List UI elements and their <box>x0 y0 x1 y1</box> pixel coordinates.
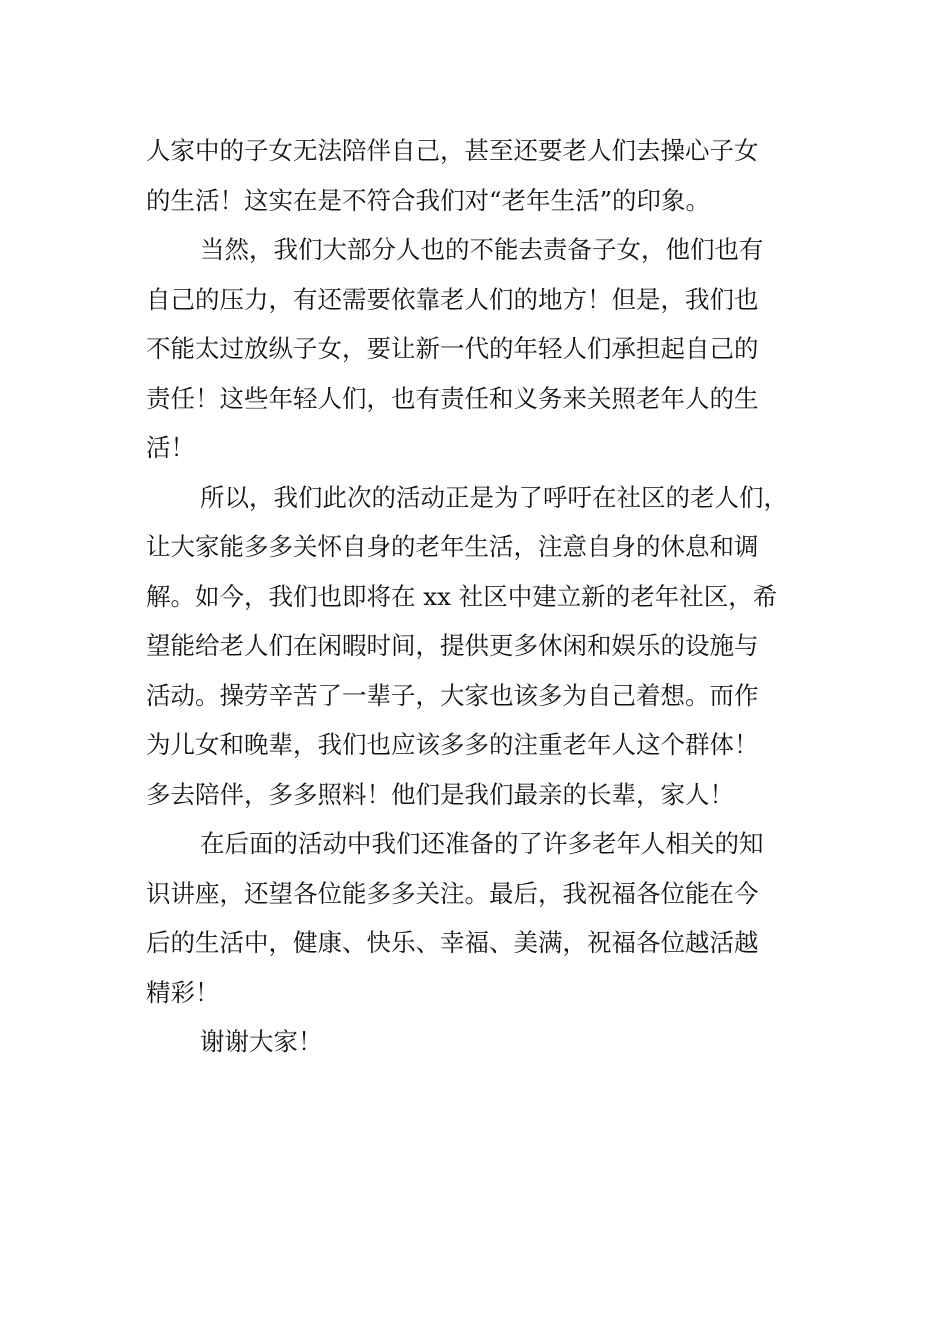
text-line: 活！ <box>146 433 195 462</box>
text-line: 精彩！ <box>146 977 220 1007</box>
closing-line: 谢谢大家！ <box>200 1027 323 1056</box>
paragraph-first-line: 在后面的活动中我们还准备的了许多老年人相关的知 <box>200 829 764 858</box>
text-line: 解。如今，我们也即将在 xx 社区中建立新的老年社区，希 <box>146 581 778 611</box>
text-line: 不能太过放纵子女，要让新一代的年轻人们承担起自己的 <box>146 334 759 363</box>
text-line: 活动。操劳辛苦了一辈子，大家也该多为自己着想。而作 <box>146 680 759 710</box>
paragraph-first-line: 当然，我们大部分人也的不能去责备子女，他们也有 <box>200 235 764 264</box>
text-line: 的生活！这实在是不符合我们对“老年生活”的印象。 <box>146 185 711 215</box>
text-line: 自己的压力，有还需要依靠老人们的地方！但是，我们也 <box>146 284 759 314</box>
text-line: 人家中的子女无法陪伴自己，甚至还要老人们去操心子女 <box>146 136 759 165</box>
text-line: 后的生活中，健康、快乐、幸福、美满，祝福各位越活越 <box>146 928 759 957</box>
text-line: 识讲座，还望各位能多多关注。最后，我祝福各位能在今 <box>146 878 759 908</box>
text-line: 为儿女和晚辈，我们也应该多多的注重老年人这个群体！ <box>146 730 759 759</box>
text-line: 让大家能多多关怀自身的老年生活，注意自身的休息和调 <box>146 532 759 561</box>
document-body <box>146 126 826 1067</box>
text-line: 责任！这些年轻人们，也有责任和义务来关照老年人的生 <box>146 383 759 413</box>
paragraph-first-line: 所以，我们此次的活动正是为了呼吁在社区的老人们， <box>200 482 788 512</box>
text-line: 多去陪伴，多多照料！他们是我们最亲的长辈，家人！ <box>146 779 734 809</box>
text-line: 望能给老人们在闲暇时间，提供更多休闲和娱乐的设施与 <box>146 631 759 660</box>
